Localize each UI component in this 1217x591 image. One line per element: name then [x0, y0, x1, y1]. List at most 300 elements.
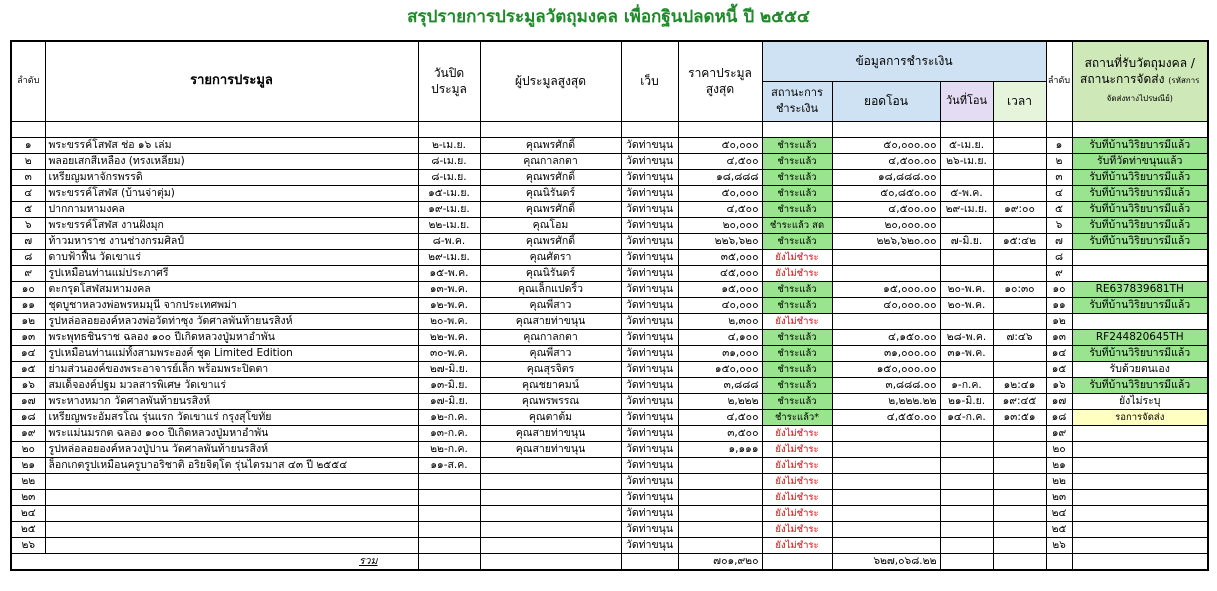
table-row [11, 361, 1208, 377]
row-item [45, 489, 418, 505]
row-pay-status: ยังไม่ชำระ [762, 249, 832, 265]
row-time [993, 473, 1046, 489]
row-no: ๑๗ [11, 393, 45, 409]
header-item: รายการประมูล [45, 41, 418, 121]
row-close-date: ๓๐-พ.ค. [418, 345, 480, 361]
row-web: วัดท่าขนุน [621, 425, 678, 441]
row-web: วัดท่าขนุน [621, 377, 678, 393]
row-no-right: ๒๓ [1046, 489, 1072, 505]
total-label: รวม [11, 553, 418, 570]
auction-summary-table [10, 40, 1209, 571]
row-bidder [480, 521, 621, 537]
row-close-date: ๘-เม.ย. [418, 169, 480, 185]
row-transfer-date [940, 169, 993, 185]
row-receive [1072, 505, 1208, 521]
row-amount [832, 265, 940, 281]
row-amount: ๔๐,๐๐๐.๐๐ [832, 297, 940, 313]
row-close-date [418, 489, 480, 505]
row-bidder: คุณชยาคมน์ [480, 377, 621, 393]
row-price: ๔๕,๐๐๐ [678, 265, 762, 281]
row-bidder: คุณศัตรา [480, 249, 621, 265]
row-bidder: คุณสายท่าขนุน [480, 425, 621, 441]
row-bidder: คุณสายท่าขนุน [480, 313, 621, 329]
row-bidder: คุณพรศักดิ์ [480, 201, 621, 217]
row-close-date [418, 521, 480, 537]
row-transfer-date [940, 537, 993, 553]
row-receive: รับที่บ้านวิริยบารมีแล้ว [1072, 233, 1208, 249]
row-no-right: ๑๕ [1046, 361, 1072, 377]
row-transfer-date: ๒๐-พ.ค. [940, 281, 993, 297]
row-no-right: ๒๕ [1046, 521, 1072, 537]
row-bidder: คุณพี่สาว [480, 297, 621, 313]
row-no-right: ๑๓ [1046, 329, 1072, 345]
row-receive [1072, 473, 1208, 489]
row-time [993, 505, 1046, 521]
row-transfer-date: ๒๖-เม.ย. [940, 153, 993, 169]
row-no-right: ๙ [1046, 265, 1072, 281]
row-no: ๕ [11, 201, 45, 217]
row-web: วัดท่าขนุน [621, 313, 678, 329]
row-close-date: ๑๑-ส.ค. [418, 457, 480, 473]
row-price: ๓๕,๐๐๐ [678, 249, 762, 265]
total-price: ๗๐๑,๙๒๐ [678, 553, 762, 570]
row-item: พระขรรค์โสฬส งานฝังมุก [45, 217, 418, 233]
row-web: วัดท่าขนุน [621, 169, 678, 185]
row-bidder: คุณพรศักดิ์ [480, 169, 621, 185]
row-amount: ๔,๑๕๐.๐๐ [832, 329, 940, 345]
row-item: รูปหล่อลอยองค์หลวงปู่ปาน วัดศาลพันท้ายนรสิงห์ [45, 441, 418, 457]
row-amount: ๒๐,๐๐๐.๐๐ [832, 217, 940, 233]
row-bidder: คุณพี่สาว [480, 345, 621, 361]
row-receive: รับที่บ้านวิริยบารมีแล้ว [1072, 297, 1208, 313]
row-close-date: ๑๕-พ.ค. [418, 265, 480, 281]
table-row [11, 425, 1208, 441]
row-pay-status: ชำระแล้ว [762, 281, 832, 297]
total-row [11, 553, 1208, 570]
row-transfer-date [940, 441, 993, 457]
row-transfer-date [940, 313, 993, 329]
row-price: ๑๕,๐๐๐ [678, 281, 762, 297]
row-web: วัดท่าขนุน [621, 537, 678, 553]
row-time [993, 297, 1046, 313]
row-price: ๑๕๐,๐๐๐ [678, 361, 762, 377]
row-amount [832, 489, 940, 505]
row-time [993, 137, 1046, 153]
row-close-date: ๑๕-เม.ย. [418, 185, 480, 201]
row-price [678, 505, 762, 521]
row-web: วัดท่าขนุน [621, 329, 678, 345]
row-price: ๒๐,๐๐๐ [678, 217, 762, 233]
header-pay-status: สถานะการชำระเงิน [762, 81, 832, 121]
row-amount: ๒,๒๒๒.๒๒ [832, 393, 940, 409]
row-no-right: ๑๗ [1046, 393, 1072, 409]
row-price: ๔๐,๐๐๐ [678, 297, 762, 313]
row-item: พระแม่นมรกต ฉลอง ๑๐๐ ปีเกิดหลวงปู่มหาอำพัน [45, 425, 418, 441]
header-payment-group: ข้อมูลการชำระเงิน [762, 41, 1046, 81]
row-no: ๙ [11, 265, 45, 281]
row-pay-status: ยังไม่ชำระ [762, 457, 832, 473]
row-no: ๑๘ [11, 409, 45, 425]
row-receive: รับที่บ้านวิริยบารมีแล้ว [1072, 345, 1208, 361]
row-receive [1072, 457, 1208, 473]
row-receive: รับที่บ้านวิริยบารมีแล้ว [1072, 185, 1208, 201]
row-no: ๑๔ [11, 345, 45, 361]
row-web: วัดท่าขนุน [621, 153, 678, 169]
row-no: ๒๔ [11, 505, 45, 521]
row-no: ๘ [11, 249, 45, 265]
row-price: ๒,๒๒๒ [678, 393, 762, 409]
row-pay-status: ชำระแล้ว [762, 201, 832, 217]
row-close-date: ๑๓-มิ.ย. [418, 377, 480, 393]
row-pay-status: ยังไม่ชำระ [762, 313, 832, 329]
row-time [993, 185, 1046, 201]
row-bidder [480, 457, 621, 473]
row-no-right: ๑๐ [1046, 281, 1072, 297]
row-time [993, 217, 1046, 233]
row-pay-status: ชำระแล้ว [762, 185, 832, 201]
row-item: พระพุทธชินราช ฉลอง ๑๐๐ ปีเกิดหลวงปู่มหาอำพัน [45, 329, 418, 345]
row-receive [1072, 537, 1208, 553]
row-bidder: คุณเล็กแปดริ้ว [480, 281, 621, 297]
header-time: เวลา [993, 81, 1046, 121]
row-price: ๓๑,๐๐๐ [678, 345, 762, 361]
row-price [678, 457, 762, 473]
row-time [993, 537, 1046, 553]
row-close-date [418, 537, 480, 553]
row-bidder: คุณกาลกตา [480, 329, 621, 345]
row-pay-status: ชำระแล้ว [762, 153, 832, 169]
row-amount [832, 249, 940, 265]
row-no: ๒๓ [11, 489, 45, 505]
row-item: ชุดบูชาหลวงพ่อพรหมมุนี จากประเทศพม่า [45, 297, 418, 313]
row-time [993, 457, 1046, 473]
row-bidder: คุณโอม [480, 217, 621, 233]
header-receive-main: สถานที่รับวัตถุมงคล / สถานะการจัดส่ง [1080, 56, 1195, 87]
row-no: ๑๒ [11, 313, 45, 329]
row-web: วัดท่าขนุน [621, 521, 678, 537]
row-receive: รับที่บ้านวิริยบารมีแล้ว [1072, 201, 1208, 217]
row-transfer-date [940, 473, 993, 489]
row-no-right: ๒๑ [1046, 457, 1072, 473]
row-pay-status: ยังไม่ชำระ [762, 425, 832, 441]
row-transfer-date [940, 457, 993, 473]
row-price [678, 473, 762, 489]
header-transfer-date: วันที่โอน [940, 81, 993, 121]
row-close-date: ๑๓-ก.ค. [418, 425, 480, 441]
row-pay-status: ยังไม่ชำระ [762, 489, 832, 505]
row-price [678, 489, 762, 505]
page-title: สรุปรายการประมูลวัตถุมงคล เพื่อกฐินปลดหนี้ ปี ๒๕๕๔ [407, 7, 810, 27]
row-web: วัดท่าขนุน [621, 505, 678, 521]
row-receive: ยังไม่ระบุ [1072, 393, 1208, 409]
table-body [11, 121, 1208, 553]
row-price: ๕๐,๐๐๐ [678, 137, 762, 153]
row-item: ย่ามส่วนองค์ของพระอาจารย์เล็ก พร้อมพระปิดตา [45, 361, 418, 377]
table-row [11, 505, 1208, 521]
row-close-date: ๑๓-พ.ค. [418, 281, 480, 297]
header-close-date: วันปิดประมูล [418, 41, 480, 121]
row-pay-status: ยังไม่ชำระ [762, 441, 832, 457]
spacer-row [11, 121, 1208, 137]
row-close-date: ๒๙-เม.ย. [418, 249, 480, 265]
row-receive: RE637839681TH [1072, 281, 1208, 297]
row-amount: ๓๑,๐๐๐.๐๐ [832, 345, 940, 361]
row-transfer-date: ๒๐-พ.ค. [940, 297, 993, 313]
row-pay-status: ชำระแล้ว [762, 345, 832, 361]
row-bidder: คุณพรศักดิ์ [480, 137, 621, 153]
row-item: เหรียญมหาจักรพรรดิ [45, 169, 418, 185]
row-amount [832, 473, 940, 489]
row-item: พลอยเสกสีเหลือง (ทรงเหลี่ยม) [45, 153, 418, 169]
row-no: ๒ [11, 153, 45, 169]
row-time [993, 169, 1046, 185]
row-price: ๒,๓๐๐ [678, 313, 762, 329]
row-amount [832, 521, 940, 537]
table-row [11, 457, 1208, 473]
table-row [11, 185, 1208, 201]
row-bidder: คุณสุรจิตร [480, 361, 621, 377]
row-close-date: ๒๐-พ.ค. [418, 313, 480, 329]
row-no-right: ๑๖ [1046, 377, 1072, 393]
row-pay-status: ยังไม่ชำระ [762, 521, 832, 537]
row-pay-status: ยังไม่ชำระ [762, 473, 832, 489]
row-time [993, 313, 1046, 329]
row-transfer-date: ๒๑-มิ.ย. [940, 393, 993, 409]
row-web: วัดท่าขนุน [621, 233, 678, 249]
row-pay-status: ชำระแล้ว [762, 377, 832, 393]
row-pay-status: ชำระแล้ว [762, 329, 832, 345]
row-pay-status: ชำระแล้ว [762, 169, 832, 185]
row-receive: รับที่บ้านวิริยบารมีแล้ว [1072, 169, 1208, 185]
row-amount [832, 457, 940, 473]
row-no-right: ๒๖ [1046, 537, 1072, 553]
row-time: ๑๐:๓๐ [993, 281, 1046, 297]
row-item: รูปเหมือนท่านแม่ทั้งสามพระองค์ ชุด Limited Edition [45, 345, 418, 361]
row-price: ๓,๘๘๘ [678, 377, 762, 393]
row-close-date: ๒๒-พ.ค. [418, 329, 480, 345]
row-no: ๑๙ [11, 425, 45, 441]
header-no-right: ลำดับ [1046, 41, 1072, 121]
row-no-right: ๑๒ [1046, 313, 1072, 329]
row-web: วัดท่าขนุน [621, 137, 678, 153]
row-no: ๒๕ [11, 521, 45, 537]
table-row [11, 329, 1208, 345]
row-web: วัดท่าขนุน [621, 361, 678, 377]
row-item: สมเด็จองค์ปฐม มวลสารพิเศษ วัดเขาแร่ [45, 377, 418, 393]
row-amount [832, 425, 940, 441]
row-no: ๒๐ [11, 441, 45, 457]
row-item: รูปหล่อลอยองค์หลวงพ่อวัดท่าซุง วัดศาลพันท้ายนรสิงห์ [45, 313, 418, 329]
row-close-date: ๘-พ.ค. [418, 233, 480, 249]
table-row [11, 201, 1208, 217]
table-row [11, 297, 1208, 313]
table-row [11, 345, 1208, 361]
row-amount: ๑๘,๘๘๘.๐๐ [832, 169, 940, 185]
table-row [11, 217, 1208, 233]
row-no-right: ๒๐ [1046, 441, 1072, 457]
row-receive: รับที่วัดท่าขนุนแล้ว [1072, 153, 1208, 169]
row-receive: รับที่บ้านวิริยบารมีแล้ว [1072, 377, 1208, 393]
row-close-date: ๑๙-เม.ย. [418, 201, 480, 217]
row-no: ๔ [11, 185, 45, 201]
row-transfer-date: ๒๘-พ.ค. [940, 329, 993, 345]
row-time [993, 249, 1046, 265]
row-web: วัดท่าขนุน [621, 185, 678, 201]
row-time: ๑๒:๔๑ [993, 377, 1046, 393]
row-price: ๕๐,๐๐๐ [678, 185, 762, 201]
row-no-right: ๓ [1046, 169, 1072, 185]
row-web: วัดท่าขนุน [621, 281, 678, 297]
row-no: ๒๒ [11, 473, 45, 489]
row-close-date: ๒๒-ก.ค. [418, 441, 480, 457]
table-row [11, 169, 1208, 185]
row-pay-status: ยังไม่ชำระ [762, 265, 832, 281]
row-price: ๔,๕๐๐ [678, 409, 762, 425]
table-row [11, 393, 1208, 409]
row-web: วัดท่าขนุน [621, 201, 678, 217]
row-close-date [418, 505, 480, 521]
row-receive [1072, 425, 1208, 441]
row-item: พระขรรค์โสฬส ช่อ ๑๖ เล่ม [45, 137, 418, 153]
row-no: ๒๖ [11, 537, 45, 553]
row-close-date: ๑๒-พ.ค. [418, 297, 480, 313]
row-transfer-date [940, 249, 993, 265]
row-receive: รับที่บ้านวิริยบารมีแล้ว [1072, 137, 1208, 153]
row-time [993, 153, 1046, 169]
row-no-right: ๕ [1046, 201, 1072, 217]
row-bidder: คุณนิรันดร์ [480, 185, 621, 201]
row-web: วัดท่าขนุน [621, 441, 678, 457]
row-no-right: ๑๘ [1046, 409, 1072, 425]
row-amount [832, 505, 940, 521]
row-price: ๒๒๖,๖๒๐ [678, 233, 762, 249]
row-amount [832, 313, 940, 329]
row-bidder: คุณพรพรรณ [480, 393, 621, 409]
row-close-date: ๒-เม.ย. [418, 137, 480, 153]
row-item: ดาบฟ้าฟื้น วัดเขาแร่ [45, 249, 418, 265]
row-transfer-date: ๑-ก.ค. [940, 377, 993, 393]
header-web: เว็บ [621, 41, 678, 121]
row-no: ๓ [11, 169, 45, 185]
row-time [993, 361, 1046, 377]
row-item: ปากกามหามงคล [45, 201, 418, 217]
row-item: พระขรรค์โสฬส (บ้านจ่าตุ่ม) [45, 185, 418, 201]
row-no: ๑๑ [11, 297, 45, 313]
row-transfer-date: ๕-เม.ย. [940, 137, 993, 153]
row-item: ตะกรุดโสฬสมหามงคล [45, 281, 418, 297]
row-time [993, 265, 1046, 281]
row-time: ๗:๔๖ [993, 329, 1046, 345]
row-no: ๑๕ [11, 361, 45, 377]
header-receive-sub: (รหัสการจัดส่งทางไปรษณีย์) [1106, 76, 1200, 104]
row-web: วัดท่าขนุน [621, 249, 678, 265]
row-time [993, 441, 1046, 457]
row-amount: ๕๐,๐๐๐.๐๐ [832, 137, 940, 153]
row-pay-status: ชำระแล้ว [762, 137, 832, 153]
row-time [993, 489, 1046, 505]
header-receive [1072, 41, 1208, 121]
row-receive [1072, 521, 1208, 537]
row-bidder [480, 537, 621, 553]
row-price [678, 537, 762, 553]
row-amount: ๕๐,๘๕๐.๐๐ [832, 185, 940, 201]
row-pay-status: ชำระแล้ว สด [762, 217, 832, 233]
row-no-right: ๑๔ [1046, 345, 1072, 361]
row-bidder [480, 473, 621, 489]
table-row [11, 233, 1208, 249]
total-amount: ๖๒๗,๐๖๘.๒๒ [832, 553, 940, 570]
table-row [11, 473, 1208, 489]
row-receive [1072, 489, 1208, 505]
row-time: ๑๙:๐๐ [993, 201, 1046, 217]
row-amount [832, 441, 940, 457]
table-row [11, 249, 1208, 265]
row-receive [1072, 313, 1208, 329]
table-row [11, 313, 1208, 329]
row-time: ๑๓:๕๑ [993, 409, 1046, 425]
row-bidder: คุณนิรันดร์ [480, 265, 621, 281]
row-no-right: ๑๑ [1046, 297, 1072, 313]
row-no: ๑ [11, 137, 45, 153]
row-no: ๗ [11, 233, 45, 249]
row-no-right: ๒๔ [1046, 505, 1072, 521]
row-amount: ๒๒๖,๖๒๐.๐๐ [832, 233, 940, 249]
row-no-right: ๖ [1046, 217, 1072, 233]
row-amount: ๑๕๐,๐๐๐.๐๐ [832, 361, 940, 377]
row-no: ๑๖ [11, 377, 45, 393]
row-close-date [418, 473, 480, 489]
row-item: ล็อกเกตรูปเหมือนครูบาอริชาติ อริยจิตฺโต รุ่นไตรมาส ๔๓ ปี ๒๕๕๔ [45, 457, 418, 473]
row-web: วัดท่าขนุน [621, 409, 678, 425]
row-item: เหรียญพระอัมสรโณ รุ่นแรก วัดเขาแร่ กรุงสุโขทัย [45, 409, 418, 425]
row-receive: รับที่บ้านวิริยบารมีแล้ว [1072, 217, 1208, 233]
row-time [993, 345, 1046, 361]
row-no: ๑๓ [11, 329, 45, 345]
row-transfer-date: ๒๙-เม.ย. [940, 201, 993, 217]
row-receive [1072, 265, 1208, 281]
row-web: วัดท่าขนุน [621, 473, 678, 489]
row-item: ท้าวมหาราช งานช่างกรมศิลป์ [45, 233, 418, 249]
row-transfer-date [940, 425, 993, 441]
row-price: ๓,๕๐๐ [678, 425, 762, 441]
row-item [45, 537, 418, 553]
table-row [11, 377, 1208, 393]
table-row [11, 153, 1208, 169]
row-pay-status: ชำระแล้ว [762, 297, 832, 313]
row-web: วัดท่าขนุน [621, 217, 678, 233]
row-transfer-date [940, 521, 993, 537]
row-no-right: ๗ [1046, 233, 1072, 249]
row-time: ๑๕:๔๒ [993, 233, 1046, 249]
row-no-right: ๑ [1046, 137, 1072, 153]
row-pay-status: ชำระแล้ว [762, 233, 832, 249]
row-item: รูปเหมือนท่านแม่ประภาศรี [45, 265, 418, 281]
row-web: วัดท่าขนุน [621, 489, 678, 505]
row-close-date: ๑๗-มิ.ย. [418, 393, 480, 409]
row-receive: RF244820645TH [1072, 329, 1208, 345]
row-transfer-date [940, 489, 993, 505]
row-pay-status: ชำระแล้ว* [762, 409, 832, 425]
row-transfer-date [940, 361, 993, 377]
row-amount: ๔,๕๕๐.๐๐ [832, 409, 940, 425]
row-no-right: ๒๒ [1046, 473, 1072, 489]
header-price: ราคาประมูลสูงสุด [678, 41, 762, 121]
row-no-right: ๑๙ [1046, 425, 1072, 441]
row-transfer-date [940, 265, 993, 281]
table-row [11, 537, 1208, 553]
row-time [993, 521, 1046, 537]
row-bidder [480, 505, 621, 521]
